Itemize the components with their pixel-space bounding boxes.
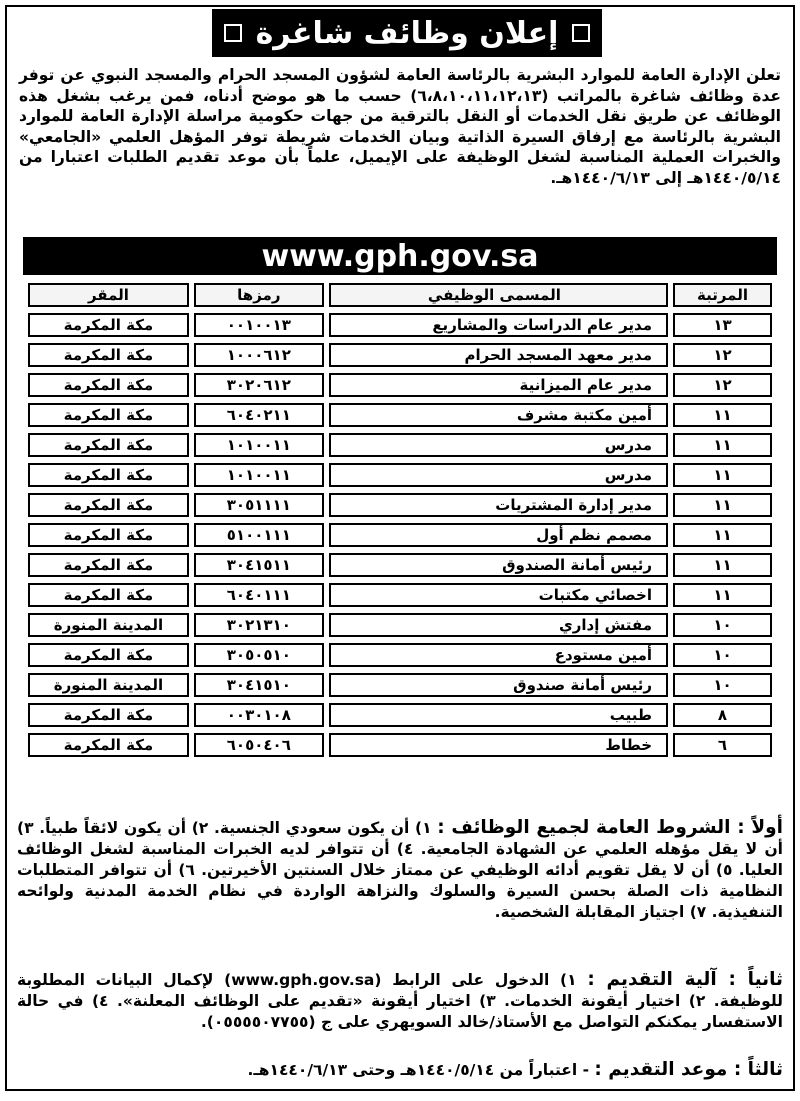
cell-location: المدينة المنورة: [28, 673, 189, 697]
cell-location: مكة المكرمة: [28, 463, 189, 487]
table-row: [28, 673, 772, 697]
cell-title: مدير عام الدراسات والمشاريع: [329, 313, 668, 337]
intro-paragraph: [19, 65, 781, 188]
cell-code: ٣٠٢٠٦١٢: [194, 373, 324, 397]
table-row: [28, 613, 772, 637]
cell-rank: ٦: [673, 733, 772, 757]
announcement-title-box: [212, 9, 602, 57]
cell-location: مكة المكرمة: [28, 733, 189, 757]
announcement-title: إعلان وظائف شاغرة: [255, 15, 559, 51]
application-section: [17, 969, 783, 1033]
square-bullet-icon: [572, 24, 590, 42]
cell-rank: ١١: [673, 463, 772, 487]
cell-code: ٣٠٤١٥١١: [194, 553, 324, 577]
cell-code: ٠٠١٠٠١٣: [194, 313, 324, 337]
cell-code: ١٠٠٠٦١٢: [194, 343, 324, 367]
cell-rank: ١١: [673, 433, 772, 457]
cell-rank: ١٢: [673, 373, 772, 397]
cell-title: مدرس: [329, 433, 668, 457]
cell-title: مدير إدارة المشتريات: [329, 493, 668, 517]
cell-title: رئيس أمانة صندوق: [329, 673, 668, 697]
cell-location: مكة المكرمة: [28, 403, 189, 427]
deadline-section: [17, 1059, 783, 1081]
table-row: [28, 313, 772, 337]
cell-rank: ١١: [673, 523, 772, 547]
cell-location: مكة المكرمة: [28, 373, 189, 397]
table-header-row: [28, 283, 772, 307]
cell-code: ٠٠٣٠١٠٨: [194, 703, 324, 727]
cell-code: ١٠١٠٠١١: [194, 433, 324, 457]
square-bullet-icon: [224, 24, 242, 42]
website-banner: [23, 237, 777, 275]
general-conditions-section: [17, 817, 783, 923]
cell-title: اخصائي مكتبات: [329, 583, 668, 607]
application-text: ١) الدخول على الرابط (www.gph.gov.sa) لإكمال البيانات المطلوبة للوظيفة. ٢) اختيار أيقونة الخدمات. ٣) اختيار أيقونة «تقديم على الوظائف المعلنة». ٤) في حالة الاستفسار يمكنكم التواصل مع الأستاذ/خالد السويهري على ج (٠٥٥٥٥٠٧٧٥٥).: [17, 971, 783, 1031]
cell-rank: ١٣: [673, 313, 772, 337]
cell-title: مدير معهد المسجد الحرام: [329, 343, 668, 367]
cell-location: مكة المكرمة: [28, 343, 189, 367]
cell-title: مدير عام الميزانية: [329, 373, 668, 397]
jobs-table: [23, 277, 777, 763]
table-row: [28, 433, 772, 457]
table-row: [28, 553, 772, 577]
cell-code: ٣٠٢١٣١٠: [194, 613, 324, 637]
conditions-text: ١) أن يكون سعودي الجنسية. ٢) أن يكون لائقاً طبياً. ٣) أن لا يقل مؤهله العلمي عن الشهادة الجامعية. ٤) أن تتوافر لديه الخبرات المناسبة لشغل الوظائف العليا. ٥) أن لا يقل تقويم أدائه الوظيفي عن ممتاز خلال السنتين الأخيرتين. ٦) أن تتوافر المتطلبات النظامية ذات الصلة بحسن السيرة والسلوك والنزاهة الواردة في نظام الخدمة المدنية ولوائحه التنفيذية. ٧) اجتياز المقابلة الشخصية.: [17, 819, 783, 921]
cell-title: مفتش إداري: [329, 613, 668, 637]
cell-location: مكة المكرمة: [28, 313, 189, 337]
intro-text: تعلن الإدارة العامة للموارد البشرية بالرئاسة العامة لشؤون المسجد الحرام والمسجد النبوي عن توفر عدة وظائف شاغرة بالمراتب (٦،٨،١٠،١١،١٢،١٣) حسب ما هو موضح أدناه، فمن يرغب بشغل هذه الوظائف عن طريق نقل الخدمات أو النقل بالترقية من جهات حكومية مراسلة الإدارة العامة للموارد البشرية بالرئاسة مع إرفاق السيرة الذاتية وبيان الخدمات شريطة توفر المؤهل العلمي «الجامعي» والخبرات العملية المناسبة لشغل الوظيفة على الإيميل، علماً بأن موعد تقديم الطلبات اعتبارا من ١٤٤٠/٥/١٤هـ إلى ١٤٤٠/٦/١٣هـ.: [19, 66, 781, 187]
header-location: المقر: [28, 283, 189, 307]
cell-title: أمين مكتبة مشرف: [329, 403, 668, 427]
cell-rank: ١١: [673, 553, 772, 577]
cell-code: ٦٠٤٠٢١١: [194, 403, 324, 427]
cell-location: مكة المكرمة: [28, 643, 189, 667]
website-url[interactable]: www.gph.gov.sa: [261, 238, 539, 274]
cell-rank: ١٠: [673, 643, 772, 667]
cell-code: ٥١٠٠١١١: [194, 523, 324, 547]
deadline-text: - اعتباراً من ١٤٤٠/٥/١٤هـ وحتى ١٤٤٠/٦/١٣هـ.: [247, 1061, 590, 1079]
cell-location: مكة المكرمة: [28, 703, 189, 727]
cell-title: مصمم نظم أول: [329, 523, 668, 547]
cell-location: المدينة المنورة: [28, 613, 189, 637]
table-row: [28, 583, 772, 607]
cell-title: أمين مستودع: [329, 643, 668, 667]
cell-title: خطاط: [329, 733, 668, 757]
cell-code: ٦٠٥٠٤٠٦: [194, 733, 324, 757]
table-row: [28, 343, 772, 367]
cell-code: ٣٠٥٠٥١٠: [194, 643, 324, 667]
cell-title: مدرس: [329, 463, 668, 487]
header-code: رمزها: [194, 283, 324, 307]
header-rank: المرتبة: [673, 283, 772, 307]
cell-location: مكة المكرمة: [28, 583, 189, 607]
cell-title: رئيس أمانة الصندوق: [329, 553, 668, 577]
application-heading: ثانياً : آلية التقديم :: [587, 969, 783, 990]
cell-code: ٣٠٤١٥١٠: [194, 673, 324, 697]
cell-location: مكة المكرمة: [28, 433, 189, 457]
cell-code: ١٠١٠٠١١: [194, 463, 324, 487]
table-row: [28, 463, 772, 487]
conditions-heading: أولاً : الشروط العامة لجميع الوظائف :: [437, 817, 783, 838]
cell-rank: ٨: [673, 703, 772, 727]
cell-code: ٣٠٥١١١١: [194, 493, 324, 517]
cell-location: مكة المكرمة: [28, 493, 189, 517]
table-row: [28, 733, 772, 757]
cell-title: طبيب: [329, 703, 668, 727]
cell-rank: ١٠: [673, 673, 772, 697]
cell-rank: ١٠: [673, 613, 772, 637]
cell-location: مكة المكرمة: [28, 553, 189, 577]
table-row: [28, 703, 772, 727]
table-row: [28, 493, 772, 517]
cell-rank: ١١: [673, 583, 772, 607]
table-row: [28, 643, 772, 667]
cell-rank: ١١: [673, 493, 772, 517]
job-announcement-page: [5, 5, 795, 1091]
table-row: [28, 523, 772, 547]
deadline-heading: ثالثاً : موعد التقديم :: [594, 1059, 783, 1080]
table-row: [28, 403, 772, 427]
cell-location: مكة المكرمة: [28, 523, 189, 547]
header-title: المسمى الوظيفي: [329, 283, 668, 307]
cell-code: ٦٠٤٠١١١: [194, 583, 324, 607]
cell-rank: ١١: [673, 403, 772, 427]
table-row: [28, 373, 772, 397]
cell-rank: ١٢: [673, 343, 772, 367]
